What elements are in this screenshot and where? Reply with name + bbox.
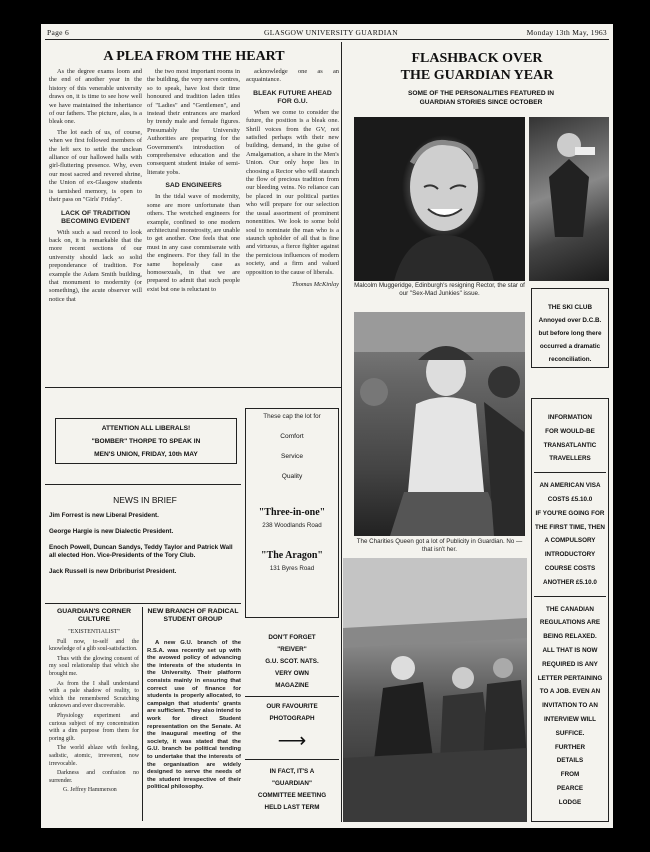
corner-paragraph: Darkness and confusion no surrender. <box>49 770 139 784</box>
info-line: ALL THAT IS NOW <box>542 646 598 654</box>
column-divider <box>142 607 143 821</box>
info-line: FURTHER <box>554 743 586 751</box>
plea-paragraph: acknowledge one as an acquaintance. <box>246 68 339 84</box>
charities-queen-caption: The Charities Queen got a lot of Publicity in Guardian. No — that isn't her. <box>356 538 523 553</box>
committee-line: IN FACT, IT'S A <box>269 768 315 775</box>
skier-photo <box>529 117 609 281</box>
ski-club-box <box>531 288 609 368</box>
corner-author: G. Jeffrey Hammerson <box>63 787 117 794</box>
charities-queen-photo <box>354 312 525 536</box>
brief-list <box>49 512 241 584</box>
corner-paragraph: The world ablaze with feeling, sadistic, atomic, irreverent, now irrevocable. <box>49 745 139 767</box>
info-line: AN AMERICAN VISA <box>539 482 601 490</box>
committee-photo <box>343 558 527 822</box>
pub-ad <box>245 408 339 618</box>
plea-paragraph: In the tidal wave of modernity, some are more unfortunate than others. The wretched engineers for example, confined to one modern architectural monstrosity, are unable to get another. One feels that one must in any case commiserate with the engineers. For they fall in the same hopelessly case as homosexuals, in that we are prepared to admit that such people exist but one is reluctant to <box>147 193 240 293</box>
ad-item: Comfort <box>280 433 304 440</box>
page-number: Page 6 <box>47 28 70 37</box>
info-line: INFORMATION <box>548 414 592 421</box>
info-line: REGULATIONS ARE <box>539 619 601 627</box>
section-rule <box>45 603 241 604</box>
committee-line: "GUARDIAN" <box>272 780 312 787</box>
attention-line: "BOMBER" THORPE TO SPEAK IN <box>91 438 201 445</box>
newspaper-page <box>41 24 613 828</box>
corner-subheading: "EXISTENTIALIST" <box>68 629 120 635</box>
radical-text: A new G.U. branch of the R.S.A. was recently set up with the avowed policy of advancing the interests of the students in the University. Their platform consists mainly in ensuring that correct use of finance for students is properly allocated, to campaign that students' grants are sufficient. They also intend to work for direct Student representation on the Senate. At the inaugural meeting of the society, it was stated that the G.U. branch be political tending to undertake that the interests of the organisation are widely designed to serve the needs of the student irrespective of their political philosophy. <box>147 640 241 791</box>
flashback-subtitle: SOME OF THE PERSONALITIES FEATURED IN GUARDIAN STORIES SINCE OCTOBER <box>407 90 555 106</box>
ad-venue: "The Aragon" <box>261 550 323 561</box>
info-line: DETAILS <box>556 757 584 765</box>
ski-club-text: Annoyed over D.C.B. but before long there occurred a dramatic reconciliation. <box>538 317 602 363</box>
info-line: INTERVIEW WILL <box>543 715 596 723</box>
attention-line: MEN'S UNION, FRIDAY, 10th MAY <box>94 451 198 458</box>
info-line: INVITATION TO AN <box>542 702 598 710</box>
muggeridge-photo <box>354 117 525 281</box>
radical-article <box>147 640 241 820</box>
photo-pointer-line: OUR FAVOURITE <box>266 703 318 710</box>
info-line: BEING RELAXED. <box>543 633 597 641</box>
ad-address: 131 Byres Road <box>269 565 315 572</box>
photo-pointer-line: PHOTOGRAPH <box>269 715 315 722</box>
ski-club-title: THE SKI CLUB <box>547 304 593 311</box>
plea-author: Thomas McKinlay <box>291 280 339 288</box>
corner-title: GUARDIAN'S CORNER CULTURE <box>56 608 132 623</box>
reiver-line: G.U. SCOT. NATS. <box>265 658 319 665</box>
info-line: A COMPULSORY <box>544 537 596 545</box>
info-line: REQUIRED IS ANY <box>542 660 598 668</box>
info-line: TO A JOB. EVEN AN <box>539 688 601 696</box>
ad-item: Quality <box>281 473 303 480</box>
committee-line: HELD LAST TERM <box>264 804 320 811</box>
corner-poem <box>49 629 139 821</box>
masthead: GLASGOW UNIVERSITY GUARDIAN <box>264 28 398 37</box>
ad-intro: These cap the lot for <box>263 413 321 420</box>
ad-item: Service <box>281 453 303 460</box>
plea-paragraph: As the degree exams loom and the end of another year in the history of this venerable university draws on, it is time to see how well we have maintained the inheritance of our fathers. The picture, alas, is a bleak one. <box>49 68 142 126</box>
reiver-line: VERY OWN <box>275 670 309 677</box>
plea-subheading: LACK OF TRADITION BECOMING EVIDENT <box>60 209 131 225</box>
travel-info-box <box>531 398 609 822</box>
ad-address: 238 Woodlands Road <box>262 522 322 529</box>
plea-paragraph: the two most important rooms in the building, the very nerve centres, so to speak, have lost their time honoured and tradition laden titles of "Ladies" and "Gentlemen", and instead their entrances are marked by trendy male and female figures. Presumably the University Authorities are preparing for the Government's introduction of comprehensive education and the consequent student intake of semi-literate yobs. <box>147 68 240 176</box>
header-rule <box>45 39 609 40</box>
info-line: LETTER PERTAINING <box>537 674 603 682</box>
reiver-notice <box>245 620 339 825</box>
arrow-right-icon: ⟶ <box>277 730 307 752</box>
radical-title: NEW BRANCH OF RADICAL STUDENT GROUP <box>147 608 239 623</box>
reiver-line: MAGAZINE <box>275 682 309 689</box>
section-rule <box>45 484 241 485</box>
attention-line: ATTENTION ALL LIBERALS! <box>101 425 191 432</box>
plea-column-2 <box>147 68 240 388</box>
plea-paragraph: The lot each of us, of course, when we first followed members of the left sex to settle the unclean alliance of our hallowed halls with girl-fluttering presence. Why, even our most sacred and revered shrine, the Union of ex-Glasgow students is tarnished memory, is open to their pass on "Girls' Friday". <box>49 128 142 204</box>
reiver-line: "REIVER" <box>277 646 307 653</box>
info-line: TRANSATLANTIC <box>543 441 597 449</box>
flashback-title: FLASHBACK OVER <box>411 51 543 66</box>
reiver-line: DON'T FORGET <box>268 634 316 641</box>
flashback-title: THE GUARDIAN YEAR <box>400 68 554 83</box>
info-line: THE CANADIAN <box>546 605 594 613</box>
brief-item: Enoch Powell, Duncan Sandys, Teddy Taylor and Patrick Wall all elected Hon. Vice-Presidents of the Tory Club. <box>49 544 233 559</box>
issue-date: Monday 13th May, 1963 <box>526 28 607 37</box>
corner-paragraph: Physiology experiment and curious subject of my concentration with a dim purpose from them for poring gilt. <box>49 712 139 742</box>
info-line: ANOTHER £5.10.0 <box>543 578 597 586</box>
info-line: THE FIRST TIME, THEN <box>535 523 605 531</box>
plea-column-3 <box>246 68 339 388</box>
info-line: SUFFICE. <box>555 729 585 737</box>
brief-item: George Hargie is new Dialectic President. <box>49 528 174 535</box>
info-line: COSTS £5.10.0 <box>547 495 593 503</box>
travel-info-lines <box>532 411 608 810</box>
info-line: COURSE COSTS <box>544 564 596 572</box>
info-line: IF YOU'RE GOING FOR <box>535 509 605 517</box>
info-line: TRAVELLERS <box>549 455 591 463</box>
muggeridge-caption: Malcolm Muggeridge, Edinburgh's resigning Rector, the star of our "Sex-Mad Junkies" issue. <box>354 282 525 297</box>
corner-paragraph: Full now, to-self and the knowledge of a glib soul-satisfaction. <box>49 638 139 653</box>
column-divider <box>341 42 342 822</box>
attention-box <box>55 418 237 464</box>
info-line: LODGE <box>558 798 582 806</box>
plea-subheading: SAD ENGINEERS <box>165 182 222 190</box>
plea-paragraph: With such a sad record to look back on, it is remarkable that the more recent sections of our university should lack so solid preponderance of tradition. For example the Adam Smith building, that monument to modernity (or something), the acute observer will notice that <box>49 228 142 303</box>
ad-venue: "Three-in-one" <box>258 507 326 518</box>
plea-column-1 <box>49 68 142 388</box>
section-rule <box>45 387 341 388</box>
info-line: FOR WOULD-BE <box>545 427 595 435</box>
corner-paragraph: Thus with the glowing consent of my soul relationship that which she brought me. <box>49 655 139 677</box>
brief-item: Jack Russell is new Dribriburist President. <box>49 568 177 575</box>
info-line: PEARCE <box>556 784 584 792</box>
info-line: FROM <box>560 771 580 779</box>
plea-paragraph: When we come to consider the future, the position is a bleak one. Shrill voices from the GV, not satisfied perhaps with their new building, demand, in the guise of Amalgamation, a share in the Men's Union. Our only hope lies in choosing a Rector who will staunch the flow of precious tradition from our bleeding veins. No reliance can be placed in our political parties who will prepare for our selection the usual assortment of prominent nonentities. We look to some bold soul to nominate the man who is a staunch upholder of all that is fine and virtuous, a fierce fighter against the pernicious influences of modern society, and a firm and valued opposition to the cause of liberals. <box>246 108 339 276</box>
brief-title: NEWS IN BRIEF <box>113 495 177 505</box>
committee-line: COMMITTEE MEETING <box>257 792 327 799</box>
plea-title: A PLEA FROM THE HEART <box>103 49 285 64</box>
info-line: INTRODUCTORY <box>544 551 596 559</box>
brief-item: Jim Forrest is new Liberal President. <box>49 512 159 519</box>
corner-paragraph: As from the I shall understand with a pale shadow of reality, to which the remembered Scratching unknown and ever discoverable. <box>49 680 139 710</box>
plea-subheading: BLEAK FUTURE AHEAD FOR G.U. <box>253 89 332 105</box>
